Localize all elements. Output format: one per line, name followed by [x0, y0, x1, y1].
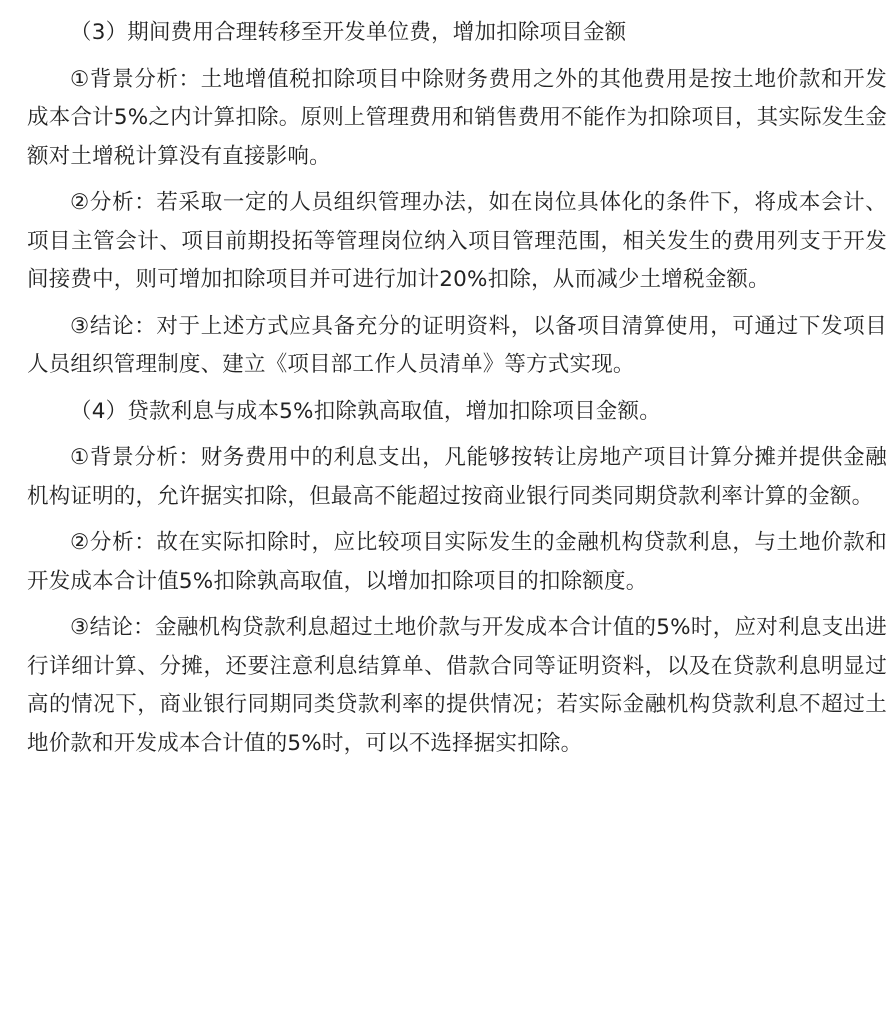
section-heading-3: （3）期间费用合理转移至开发单位费，增加扣除项目金额 [70, 20, 627, 45]
paragraph-4-background: ①背景分析：财务费用中的利息支出，凡能够按转让房地产项目计算分摊并提供金融机构证明的，允许据实扣除，但最高不能超过按商业银行同类同期贷款利率计算的金额。 [27, 445, 887, 509]
document-body [27, 14, 887, 763]
paragraph-3-conclusion: ③结论：对于上述方式应具备充分的证明资料，以备项目清算使用，可通过下发项目人员组织管理制度、建立《项目部工作人员清单》等方式实现。 [27, 313, 887, 377]
paragraph-4-analysis: ②分析：故在实际扣除时，应比较项目实际发生的金融机构贷款利息，与土地价款和开发成本合计值5%扣除孰高取值，以增加扣除项目的扣除额度。 [27, 530, 887, 594]
paragraph-3-background: ①背景分析：土地增值税扣除项目中除财务费用之外的其他费用是按土地价款和开发成本合计5%之内计算扣除。原则上管理费用和销售费用不能作为扣除项目，其实际发生金额对土增税计算没有直接影响。 [27, 66, 887, 169]
paragraph-4-conclusion: ③结论：金融机构贷款利息超过土地价款与开发成本合计值的5%时，应对利息支出进行详细计算、分摊，还要注意利息结算单、借款合同等证明资料，以及在贷款利息明显过高的情况下，商业银行同期同类贷款利率的提供情况；若实际金融机构贷款利息不超过土地价款和开发成本合计值的5%时，可以不选择据实扣除。 [27, 615, 887, 756]
paragraph-3-analysis: ②分析：若采取一定的人员组织管理办法，如在岗位具体化的条件下，将成本会计、项目主管会计、项目前期投拓等管理岗位纳入项目管理范围，相关发生的费用列支于开发间接费中，则可增加扣除项目并可进行加计20%扣除，从而减少土增税金额。 [27, 190, 887, 292]
section-heading-4: （4）贷款利息与成本5%扣除孰高取值，增加扣除项目金额。 [70, 398, 661, 424]
